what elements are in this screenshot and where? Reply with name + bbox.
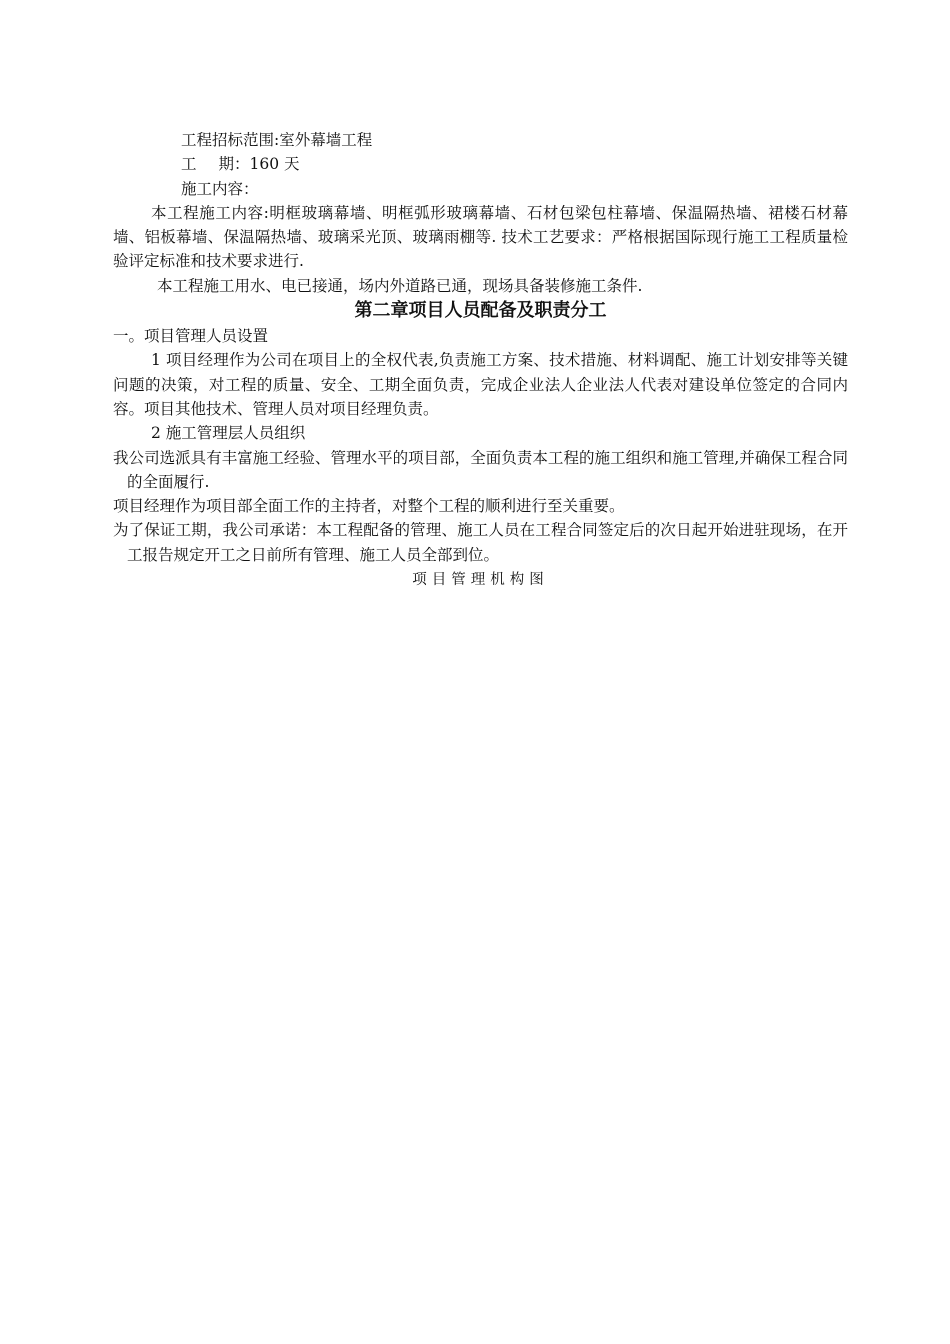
chapter-title: 第二章项目人员配备及职责分工 (354, 300, 607, 322)
section-heading: 一。项目管理人员设置 (113, 327, 269, 346)
utilities-paragraph: 本工程施工用水、电已接通，场内外道路已通，现场具备装修施工条件. (157, 276, 643, 295)
period-value: 期：160 天 (218, 155, 300, 174)
period-label: 工 (181, 155, 197, 174)
item2-heading: 2 施工管理层人员组织 (151, 424, 306, 443)
item1-paragraph: 1 项目经理作为公司在项目上的全权代表,负责施工方案、技术措施、材料调配、施工计划安排等关键问题的决策，对工程的质量、安全、工期全面负责，完成企业法人企业法人代表对建设单位签定的合同内容。项目其他技术、管理人员对项目经理负责。 (113, 351, 848, 418)
period-line (113, 152, 848, 176)
content-paragraph: 本工程施工内容:明框玻璃幕墙、明框弧形玻璃幕墙、石材包梁包柱幕墙、保温隔热墙、裙楼石材幕墙、铝板幕墙、保温隔热墙、玻璃采光顶、玻璃雨棚等. 技术工艺要求：严格根据国际现行施工工程质量检验评定标准和技术要求进行. (113, 203, 848, 271)
manager-paragraph: 项目经理作为项目部全面工作的主持者，对整个工程的顺利进行至关重要。 (113, 497, 625, 516)
figure-caption: 项目管理机构图 (412, 572, 549, 589)
commitment-paragraph: 为了保证工期，我公司承诺：本工程配备的管理、施工人员在工程合同签定后的次日起开始进驻现场，在开工报告规定开工之日前所有管理、施工人员全部到位。 (113, 521, 848, 564)
scope-line: 工程招标范围:室外幕墙工程 (181, 131, 373, 149)
item2-paragraph: 我公司选派具有丰富施工经验、管理水平的项目部，全面负责本工程的施工组织和施工管理,并确保工程合同的全面履行. (113, 448, 848, 491)
document-page (113, 128, 848, 592)
content-label: 施工内容： (181, 179, 259, 198)
